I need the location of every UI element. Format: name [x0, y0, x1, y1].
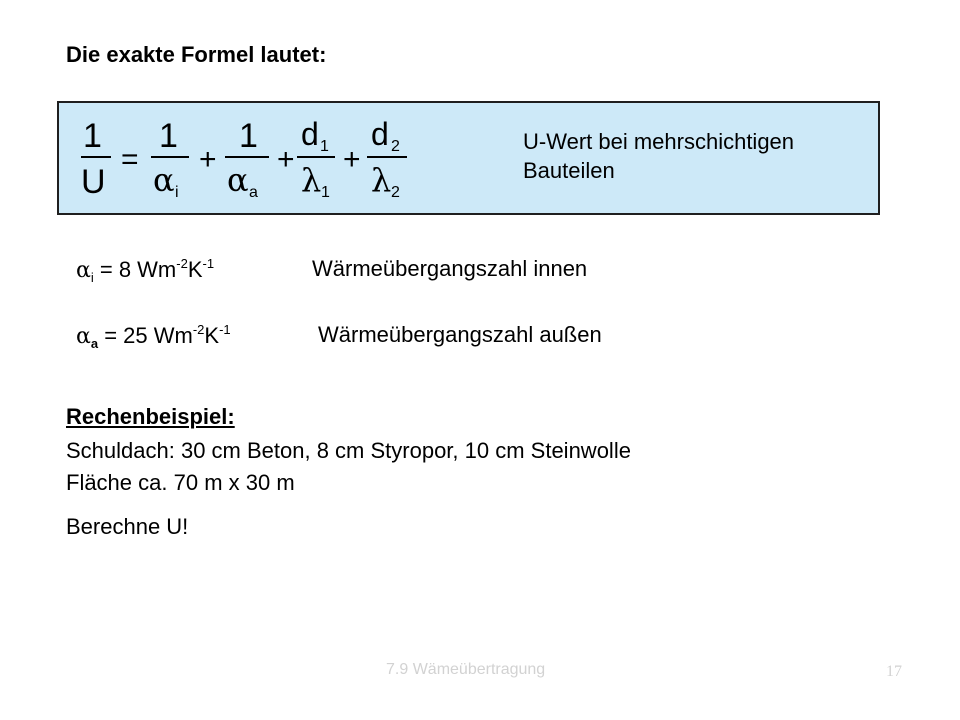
formula-lambda1: λ	[301, 161, 322, 199]
formula-caption	[523, 127, 863, 185]
coefficient-exponent-1: -2	[176, 256, 188, 271]
formula-u: U	[81, 163, 106, 201]
formula-plus-1: +	[199, 143, 217, 176]
coefficient-value: = 8 Wm	[93, 257, 177, 282]
formula-plus-2: +	[277, 143, 295, 176]
page-heading: Die exakte Formel lautet:	[66, 42, 327, 67]
formula-alpha-i: α	[153, 161, 175, 199]
coefficient-value: = 25 Wm	[98, 323, 193, 348]
formula-plus-3: +	[343, 143, 361, 176]
coefficient-exponent-2: -1	[202, 256, 215, 271]
coefficient-symbol: α	[76, 324, 91, 349]
formula-box	[57, 101, 880, 215]
formula-caption-line2: Bauteilen	[523, 158, 615, 183]
example-task: Berechne U!	[66, 514, 189, 539]
formula-sub-a: a	[249, 184, 258, 201]
coefficient-subscript: i	[90, 270, 94, 285]
example-line-1: Schuldach: 30 cm Beton, 8 cm Styropor, 10 cm Steinwolle	[66, 438, 631, 463]
formula-equals: =	[121, 143, 139, 176]
formula-d2: d	[371, 116, 389, 152]
formula-sub-d1: 1	[320, 138, 329, 155]
example-line-2: Fläche ca. 70 m x 30 m	[66, 470, 295, 495]
formula-numerator-one: 1	[83, 117, 102, 155]
coefficient-description-outer: Wärmeübergangszahl außen	[318, 322, 602, 347]
formula-sub-l2: 2	[391, 184, 400, 201]
formula-sub-i: i	[175, 184, 179, 201]
coefficient-subscript: a	[90, 336, 99, 351]
formula-one-c: 1	[239, 117, 258, 155]
coefficient-unit-k: K	[187, 257, 203, 282]
formula-lambda2: λ	[371, 161, 392, 199]
formula-d1: d	[301, 116, 319, 152]
example-title: Rechenbeispiel:	[66, 404, 235, 429]
coefficient-exponent-1: -2	[192, 322, 205, 337]
formula-sub-d2: 2	[391, 138, 400, 155]
coefficient-exponent-2: -1	[219, 322, 231, 337]
coefficient-row-outer	[76, 322, 231, 351]
formula-caption-line1: U-Wert bei mehrschichtigen	[523, 129, 795, 154]
coefficient-description-inner: Wärmeübergangszahl innen	[312, 256, 588, 281]
formula-sub-l1: 1	[321, 184, 330, 201]
coefficient-symbol: α	[76, 258, 91, 283]
formula-alpha-a: α	[227, 161, 249, 199]
formula-one-b: 1	[159, 117, 178, 155]
coefficient-row-inner	[76, 256, 214, 285]
page-number: 17	[886, 663, 902, 680]
coefficient-unit-k: K	[204, 323, 220, 348]
u-value-formula	[79, 115, 439, 205]
footer-title: 7.9 Wämeübertragung	[386, 661, 546, 678]
